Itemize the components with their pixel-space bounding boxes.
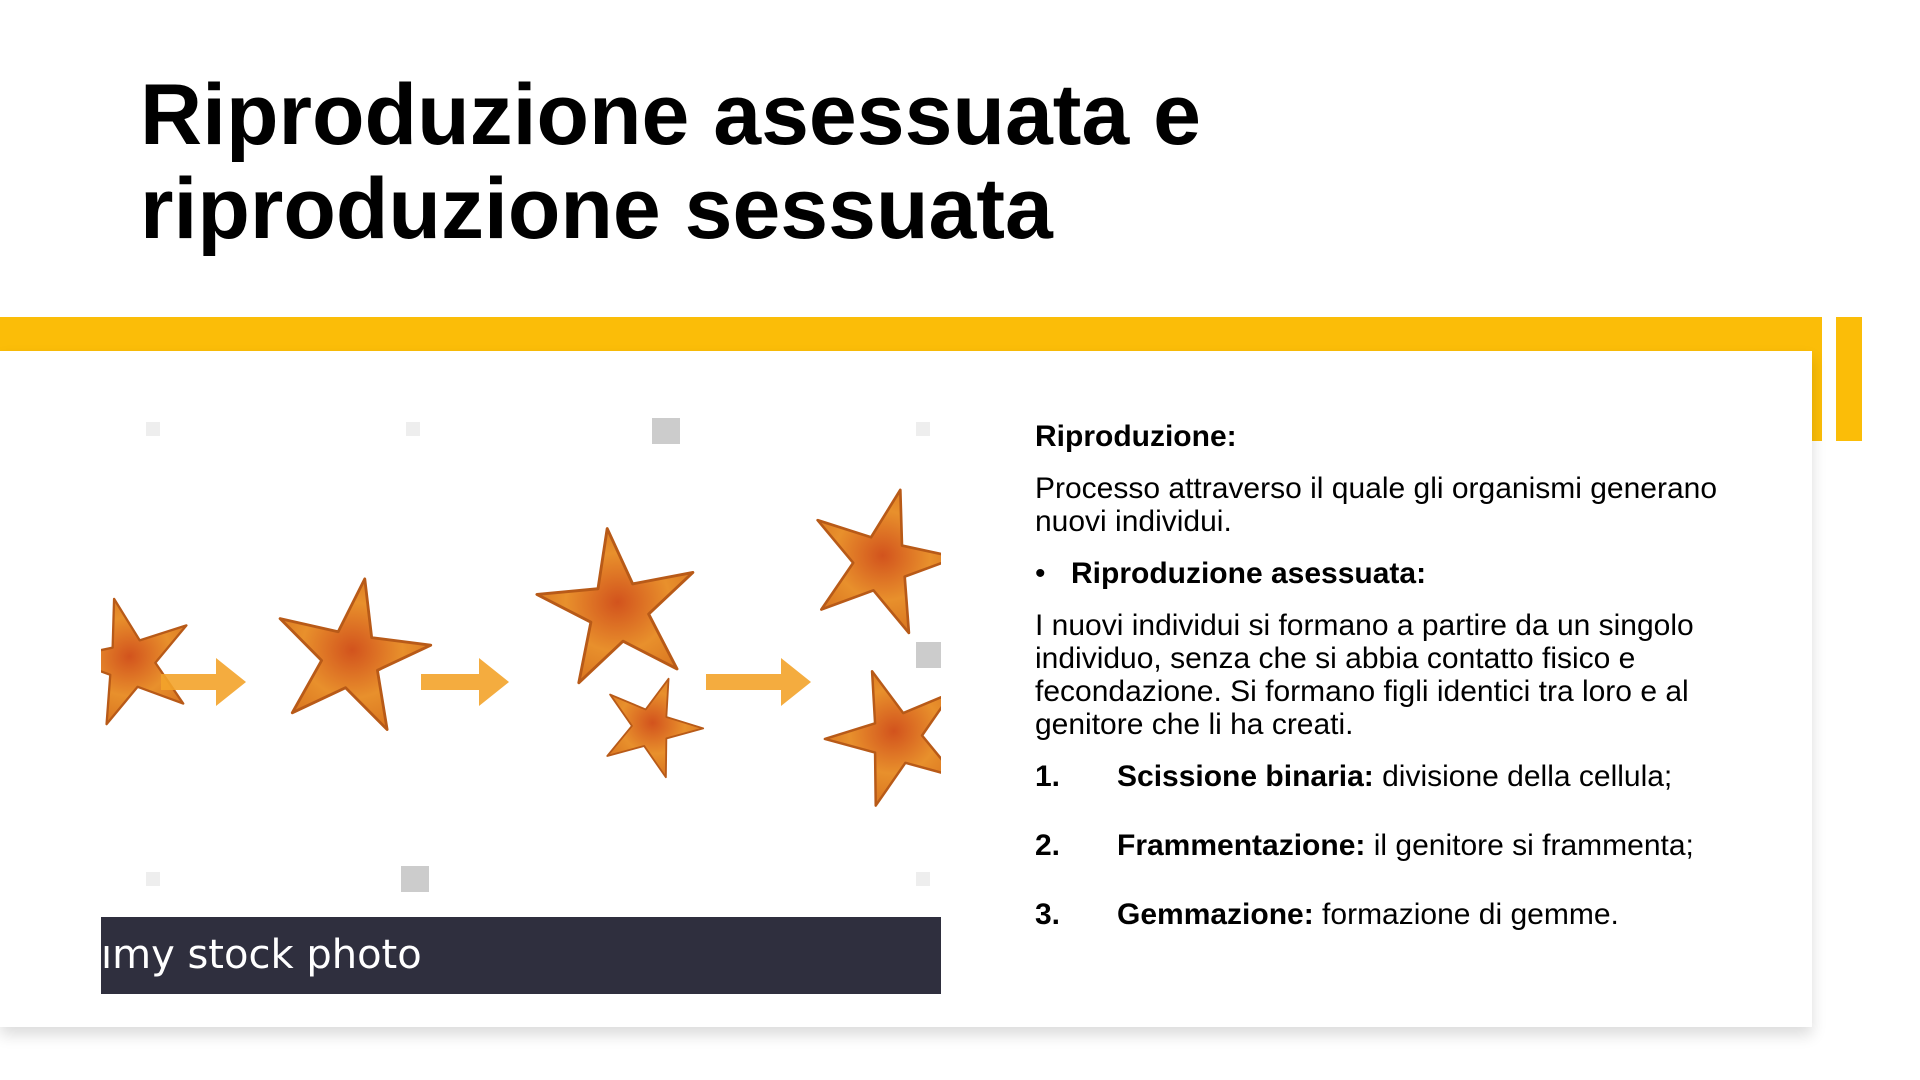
list-item-text: divisione della cellula;: [1373, 760, 1673, 793]
list-item: [1035, 760, 1755, 793]
list-item-number: 3.: [1035, 898, 1061, 931]
stock-photo-caption: ımy stock photo: [101, 917, 941, 994]
list-item-label: Scissione binaria:: [1117, 760, 1374, 793]
definition-text: Processo attraverso il quale gli organismi generano nuovi individui.: [1035, 472, 1718, 538]
list-item: [1035, 898, 1755, 931]
list-item-label: Gemmazione:: [1117, 898, 1314, 931]
bullet-symbol: •: [1035, 557, 1046, 590]
list-item: [1035, 829, 1755, 862]
text-content: [1035, 420, 1755, 931]
starfish-regeneration-image: [101, 402, 941, 994]
section-heading: Riproduzione:: [1035, 420, 1237, 453]
list-item-number: 2.: [1035, 829, 1061, 862]
bullet-label: Riproduzione asessuata:: [1071, 557, 1427, 590]
starfish-illustration: [101, 402, 941, 994]
accent-bar-vertical: [1812, 317, 1822, 441]
list-item-label: Frammentazione:: [1117, 829, 1366, 862]
slide-title: [140, 68, 1540, 256]
title-line-2: riproduzione sessuata: [140, 161, 1053, 257]
accent-bar-right: [1836, 317, 1862, 441]
bullet-description: I nuovi individui si formano a partire da un singolo individuo, senza che si abbia contatto fisico e fecondazione. Si formano figli identici tra loro e al genitore che li ha creati.: [1035, 609, 1694, 741]
list-item-text: il genitore si frammenta;: [1365, 829, 1694, 862]
list-item-number: 1.: [1035, 760, 1061, 793]
accent-bar-horizontal: [0, 317, 1822, 351]
title-line-1: Riproduzione asessuata e: [140, 67, 1201, 163]
bullet-item: [1035, 557, 1755, 590]
list-item-text: formazione di gemme.: [1313, 898, 1619, 931]
